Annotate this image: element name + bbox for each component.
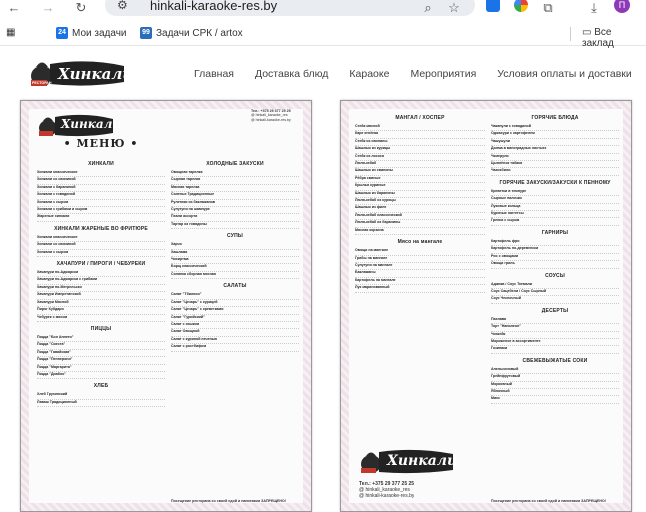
menu-item-name: Салат с ростбифом — [171, 344, 207, 349]
bookmark-star-icon[interactable]: ☆ — [448, 0, 460, 15]
menu-item-name: Хачапури Мясной — [37, 299, 69, 304]
menu-item-description — [491, 401, 619, 404]
menu-item-name: Тартар из говядины — [171, 221, 207, 226]
browser-chrome — [0, 0, 646, 50]
menu-item-name: Люля-кебаб классический — [355, 212, 402, 217]
menu-item-name: Овощная тарелка — [171, 170, 203, 174]
contact-instagram: @ hinkali_karaoke_res — [359, 487, 410, 493]
menu-item-name: Салат "Цезарь" с креветками — [171, 307, 224, 312]
menu-item-name: Куриные наггетсы — [491, 211, 524, 216]
menu-item-description — [37, 319, 165, 322]
menu-item-name: Картофель по-деревенски — [491, 246, 539, 251]
menu-item-description — [37, 404, 165, 407]
nav-home[interactable]: Главная — [194, 68, 234, 80]
menu-item-name: Салат Овощной — [171, 329, 200, 334]
menu-section-title: САЛАТЫ — [223, 283, 247, 290]
menu-page-1[interactable] — [20, 100, 312, 512]
menu-item-description — [355, 290, 485, 293]
menu-item-name: Пицца "Бон Аппети" — [37, 334, 74, 339]
downloads-icon[interactable]: ⤓ — [591, 0, 597, 15]
menu-item-name: Пахлава — [491, 316, 507, 321]
menu-item-name: Салат "Тбилиси" — [171, 292, 202, 297]
menu-item-name: Шашлык из баранины — [355, 190, 395, 195]
menu-item-name: Хачапури по-Аджарски с грибами — [37, 277, 98, 282]
site-info-icon[interactable]: ⚙ — [117, 0, 128, 12]
menu-item-name: Морковный — [491, 381, 512, 386]
menu-item-name: Креветки в темпуре — [491, 188, 527, 193]
menu-item-description — [171, 276, 299, 279]
contact-phone: Тел.: +375 29 377 25 25 — [251, 109, 291, 113]
menu-item-name: Рис с овощами — [491, 253, 519, 258]
zoom-icon[interactable]: ⌕ — [424, 0, 432, 15]
forward-arrow-icon[interactable]: → — [41, 0, 55, 15]
back-arrow-icon[interactable]: ← — [7, 0, 21, 15]
bookmark-my-tasks[interactable] — [56, 27, 127, 39]
site-logo[interactable] — [28, 56, 134, 90]
menu-item-name: Долма в виноградных листьях — [491, 146, 547, 151]
menu-item-name: Салат с куриной печенью — [171, 336, 218, 341]
menu-item-name: Салат "Цезарь" с курицей — [171, 299, 218, 304]
menu-section-title: ХОЛОДНЫЕ ЗАКУСКИ — [206, 161, 264, 167]
menu-item-description — [171, 226, 299, 229]
menu-item-name: Салат "Гурийский" — [171, 314, 205, 319]
menu-item-name: Чизкейк — [491, 331, 506, 336]
menu-item-name: Грейпфрутовый — [491, 374, 521, 379]
menu-item-name: Пицца "Диабло" — [37, 371, 66, 376]
menu-item-name: Солянка сборная мясная — [171, 271, 216, 276]
menu-item-name: Шашлык из курицы — [355, 146, 391, 151]
menu-logo — [37, 111, 122, 139]
menu1-right-column — [171, 157, 299, 352]
url-text[interactable]: hinkali-karaoke-res.by — [150, 0, 278, 13]
menu-item-name: Каре ягнёнка — [355, 131, 379, 136]
menu-page-2[interactable] — [340, 100, 632, 512]
menu-item-name: Оджахури с картофелем — [491, 131, 535, 136]
menu-item-name: Стейк из лосося — [355, 153, 384, 158]
menu-item-name: Картофель на мангале — [355, 277, 396, 282]
menu-item-name: Пицца "Сиеста" — [37, 342, 66, 347]
menu-item-name: Хачапури по-Аджарски — [37, 270, 79, 275]
menu-section-title: МАНГАЛ / ХОСПЕР — [395, 115, 445, 121]
menu-item-name: Хинкали с говядиной — [37, 192, 76, 197]
menu-item-name: Торт "Наполеон" — [491, 324, 521, 329]
menu-item-name: Харчо — [171, 242, 182, 247]
menu-item-description — [491, 301, 619, 304]
menu-item-name: Салат с языком — [171, 321, 200, 326]
browser-nav-row — [0, 0, 646, 18]
menu-item-description — [491, 223, 619, 226]
nav-karaoke[interactable]: Караоке — [349, 68, 390, 80]
menu-item-name: Хинкали классические — [37, 234, 78, 239]
menu-item-name: Жареные хинкали — [37, 214, 70, 219]
menu-section-title: ГОРЯЧИЕ ЗАКУСКИ/ЗАКУСКИ К ПЕННОМУ — [499, 179, 611, 186]
menu-contacts — [251, 109, 291, 122]
bookmark-badge: 24 — [56, 27, 68, 39]
menu-item-name: Картофель фри — [491, 238, 520, 243]
menu-item-name: Чебурек с мясом — [37, 314, 68, 319]
menu-section-title: СУПЫ — [227, 233, 243, 240]
menu-section-title: ГОРЯЧИЕ БЛЮДА — [531, 115, 579, 121]
menu-item-name: Крылья куриные — [355, 183, 386, 188]
menu-item-name: Хачапури Имеретинский — [37, 292, 81, 297]
nav-delivery[interactable]: Доставка блюд — [254, 68, 329, 80]
menu-item-name: Сулугуни на мангале — [355, 262, 393, 267]
contact-site: @ hinkali-karaoke-res.by — [251, 117, 291, 122]
apps-grid-icon[interactable]: ▦ — [6, 27, 16, 38]
menu-item-name: Цыплёнок табака — [491, 161, 523, 166]
menu-item-name: Аджика / Соус Ткемали — [491, 281, 532, 286]
menu-item-name: Рёбра свиные — [355, 175, 381, 180]
bookmarks-bar — [0, 22, 646, 49]
bookmark-tasks-srk[interactable] — [140, 27, 243, 39]
menu-item-name: Хлеб Грузинский — [37, 392, 68, 397]
bookmark-label: Задачи СРК / artox — [156, 27, 243, 39]
all-bookmarks[interactable]: ▭ Все заклад — [582, 27, 614, 49]
menu-title: • МЕНЮ • — [63, 137, 139, 150]
menu-item-name: Соус Чесночный — [491, 296, 521, 301]
nav-events[interactable]: Мероприятия — [410, 68, 477, 80]
menu-section-title: ГАРНИРЫ — [541, 229, 569, 236]
menu2-contacts — [359, 481, 414, 499]
menu-item-name: Стейк из свинины — [355, 138, 388, 143]
bookmarks-divider — [570, 27, 571, 41]
profile-avatar[interactable]: П — [614, 0, 630, 13]
menu-item-name: Овощи гриль — [491, 261, 515, 266]
menu2-left-column — [355, 111, 485, 293]
menu-item-name: Хинкали со свининой — [37, 242, 76, 247]
menu-item-name: Пицца "Маргарита" — [37, 364, 72, 369]
menu-item-name: Пицца "Пепперони" — [37, 357, 73, 362]
menu2-logo — [359, 446, 458, 476]
menu-item-name: Хашлама — [171, 249, 188, 254]
menu-item-name: Соус Сацебели / Соус Сырный — [491, 288, 547, 293]
menu-item-name: Чихиртма — [171, 257, 189, 262]
menu1-footer: Посещение ресторана со своей едой и напитками ЗАПРЕЩЕНО! — [171, 499, 286, 503]
menu-item-name: Яблочный — [491, 388, 510, 393]
menu-item-description — [37, 376, 165, 379]
menu2-logo-text: Хинкали — [387, 453, 458, 469]
menu-section-title: СВЕЖЕВЫЖАТЫЕ СОКИ — [522, 357, 588, 364]
menu-item-description — [355, 232, 485, 235]
menu-item-name: Луковые кольца — [491, 203, 521, 208]
menu-item-name: Мясная тарелка — [171, 184, 200, 189]
menu-item-name: Пицца "Гавайская" — [37, 349, 71, 354]
menu-item-name: Стейк мясной — [355, 124, 380, 128]
extensions-puzzle-icon[interactable]: ⧉ — [543, 0, 553, 15]
all-bookmarks-label: Все заклад — [582, 27, 614, 49]
menu-item-name: Лук маринованный — [355, 285, 390, 290]
menu-item-name: Хинкали с грибами и сыром — [37, 207, 88, 212]
menu-item-name: Хинкали с бараниной — [37, 184, 76, 189]
menu-item-name: Мясная корзина — [355, 227, 384, 232]
menu-item-name: Микс — [491, 396, 500, 401]
contact-phone: Тел.: +375 29 377 25 25 — [359, 481, 415, 487]
menu2-footer: Посещение ресторана со своей едой и напитками ЗАПРЕЩЕНО! — [491, 499, 606, 503]
menu-item-name: Люля-кебаб из курицы — [355, 198, 396, 203]
menu-item-name: Баклажаны — [355, 270, 376, 275]
menu-logo-text: Хинкали — [61, 117, 122, 131]
menu-item-name: Овощи на мангале — [355, 248, 389, 253]
logo-text: Хинкали — [58, 65, 134, 83]
menu-item-description — [491, 351, 619, 354]
menu-item-name: Пхали ассорти — [171, 214, 198, 219]
main-nav — [194, 68, 632, 80]
menu1-left-column — [37, 157, 165, 407]
menu-item-name: Чашушули — [491, 138, 510, 143]
contact-site: @ hinkali-karaoke-res.by — [359, 493, 415, 499]
menu-item-name: Грибы на мангале — [355, 255, 388, 260]
menu-item-name: Апельсиновый — [491, 366, 519, 371]
menu-section-title: ДЕСЕРТЫ — [541, 307, 569, 314]
menu-section-title: ХИНКАЛИ ЖАРЕНЫЕ ВО ФРИТЮРЕ — [54, 225, 148, 232]
bookmark-label: Мои задачи — [72, 27, 127, 39]
menu-item-name: Сырная тарелка — [171, 177, 201, 182]
menu-item-name: Люля-кебаб из баранины — [355, 220, 401, 225]
menu-item-name: Хинкали классические — [37, 170, 78, 174]
bookmark-badge: 99 — [140, 27, 152, 39]
menu-section-title: ХАЧАПУРИ / ПИРОГИ / ЧЕБУРЕКИ — [56, 261, 146, 268]
menu-item-name: Чакапули с говядиной — [491, 124, 531, 128]
menu-item-name: Хачапури по-Мегрельски — [37, 284, 82, 289]
menu-item-name: Мороженое в ассортименте — [491, 338, 541, 343]
menu-item-name: Соленья Традиционные — [171, 192, 215, 197]
menu-item-description — [171, 349, 299, 352]
menu-item-name: Гозинаки — [491, 346, 508, 351]
menu-item-name: Шашлык из филе — [355, 205, 387, 210]
menu-item-name: Чкмерули — [491, 153, 509, 158]
color-extension-icon[interactable] — [514, 0, 528, 12]
menu2-right-column — [491, 111, 619, 404]
menu-section-title: ПИЦЦЫ — [90, 325, 112, 332]
menu-item-name: Хинкали с сыром — [37, 199, 69, 204]
download-extension-icon[interactable] — [486, 0, 500, 12]
menu-item-description — [491, 266, 619, 269]
menu-section-title: СОУСЫ — [545, 272, 565, 279]
menu-item-name: Чахохбили — [491, 168, 511, 173]
logo-subtext: РЕСТОРАН — [32, 81, 52, 85]
menu-item-name: Пирог Кубдари — [37, 307, 64, 312]
menu-item-name: Рулетики из баклажанов — [171, 199, 216, 204]
menu-item-name: Борщ классический — [171, 264, 207, 269]
menu-item-name: Хинкали с сыром — [37, 249, 69, 254]
nav-payment[interactable]: Условия оплаты и доставки — [497, 68, 632, 80]
menu-section-title: ХЛЕБ — [93, 383, 109, 390]
menu-item-name: Гренки с сыром — [491, 218, 520, 223]
menu-item-name: Сулугуни на шампуре — [171, 207, 210, 212]
menu-section-title: ХИНКАЛИ — [88, 161, 114, 167]
menu-item-description — [37, 219, 165, 222]
contact-instagram: @ hinkali_karaoke_res — [251, 113, 288, 118]
menu-item-name: Шашлык из свинины — [355, 168, 393, 173]
menu-section-title: Мясо на мангале — [397, 239, 443, 246]
menu-item-description — [37, 254, 165, 257]
menu-item-name: Лаваш Традиционный — [37, 399, 77, 404]
menu-item-description — [491, 173, 619, 176]
menu-item-name: Люля-кебаб — [355, 161, 377, 166]
menu-item-name: Хинкали со свининой — [37, 177, 76, 182]
menu-item-name: Сырные палочки — [491, 196, 522, 201]
reload-icon[interactable]: ↻ — [75, 0, 87, 15]
